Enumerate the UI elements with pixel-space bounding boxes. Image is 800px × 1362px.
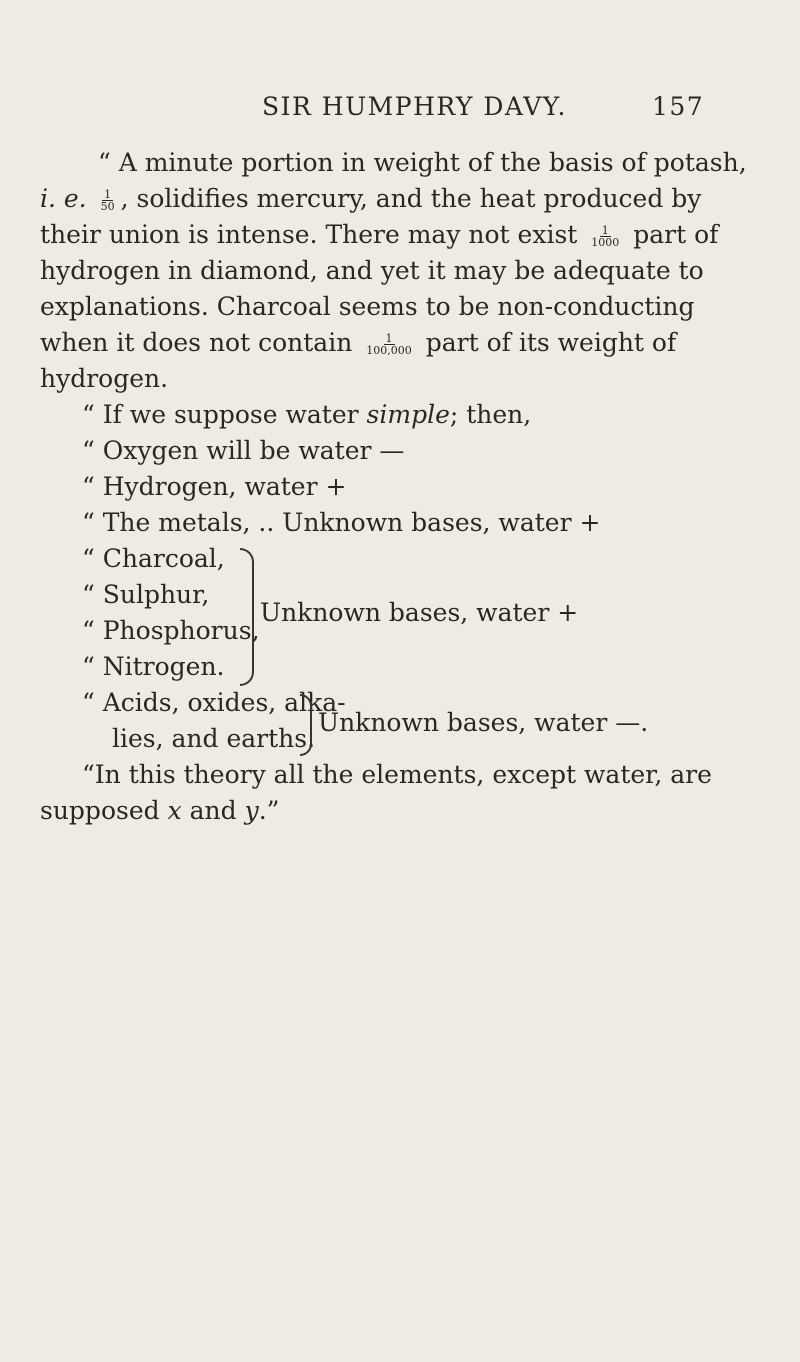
list-acids-1: “ Acids, oxides, alka-: [82, 688, 346, 717]
fraction-1-1000: $\frac{1}{1000}$: [591, 224, 620, 249]
list-sulphur: “ Sulphur,: [82, 580, 210, 609]
list-charcoal: “ Charcoal,: [82, 544, 225, 573]
list-phosphorus: “ Phosphorus,: [82, 616, 260, 645]
p1-line-5: explanations. Charcoal seems to be non-conducting: [40, 292, 695, 321]
p1-line-4: hydrogen in diamond, and yet it may be adequate to: [40, 256, 704, 285]
list-acids-2: lies, and earths.: [112, 724, 316, 753]
fraction-1-100000: $\frac{1}{100,000}$: [366, 332, 412, 357]
p1-line-1: “ A minute portion in weight of the basis of potash,: [98, 148, 747, 177]
closing-line-2: supposed x and y.”: [40, 796, 280, 825]
closing-line-1: “In this theory all the elements, except water, are: [82, 760, 712, 789]
group-2-result: Unknown bases, water —.: [318, 708, 649, 737]
list-hydrogen: “ Hydrogen, water +: [82, 472, 347, 501]
page-number: 157: [652, 92, 705, 121]
list-suppose: “ If we suppose water simple; then,: [82, 400, 532, 429]
group-1-result: Unknown bases, water +: [260, 598, 579, 627]
p1-line-3: their union is intense. There may not exist $\frac{1}{1000}$ part of: [40, 220, 719, 249]
list-oxygen: “ Oxygen will be water —: [82, 436, 405, 465]
list-nitrogen: “ Nitrogen.: [82, 652, 225, 681]
list-metals: “ The metals, .. Unknown bases, water +: [82, 508, 601, 537]
right-brace-2: [300, 694, 312, 756]
p1-line-6: when it does not contain $\frac{1}{100,000}$ part of its weight of: [40, 328, 677, 357]
fraction-1-50: $\frac{1}{50}$: [100, 188, 115, 213]
right-brace-1: [240, 548, 254, 686]
p1-line-2: i. e. $\frac{1}{50}$ , solidifies mercury, and the heat produced by: [40, 184, 702, 213]
running-title: SIR HUMPHRY DAVY.: [262, 92, 568, 121]
p1-ie: i. e.: [40, 184, 87, 213]
p1-line-7: hydrogen.: [40, 364, 169, 393]
